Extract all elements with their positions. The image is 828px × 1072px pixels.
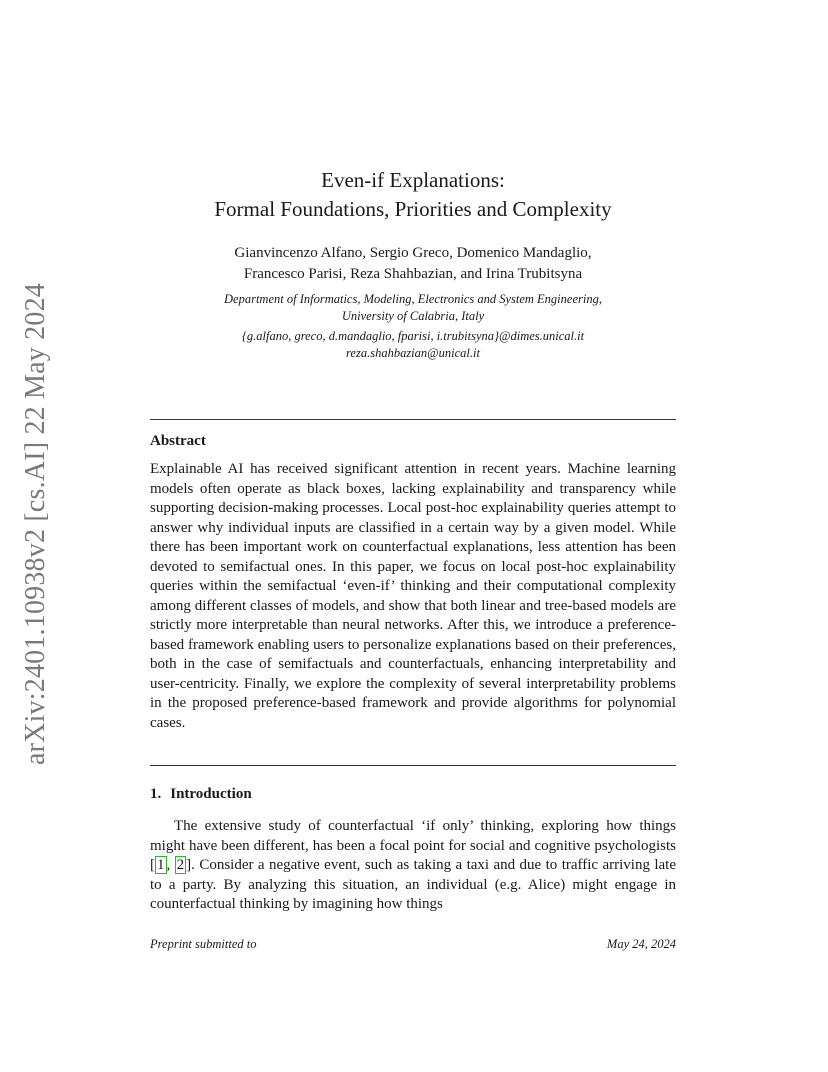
citation-separator: ,	[166, 857, 175, 873]
citation-link-2[interactable]: 2	[176, 857, 185, 873]
author-list	[150, 243, 676, 285]
authors-line-2: Francesco Parisi, Reza Shahbazian, and Irina Trubitsyna	[243, 266, 583, 282]
paper-title	[150, 166, 676, 224]
abstract-bottom-rule	[150, 765, 676, 766]
affiliation-line-1: Department of Informatics, Modeling, Electronics and System Engineering,	[224, 292, 602, 306]
emails-line-1: {g.alfano, greco, d.mandaglio, fparisi, i.trubitsyna}@dimes.unical.it	[241, 329, 585, 343]
footer-preprint-note: Preprint submitted to	[150, 937, 257, 951]
intro-text-start: The extensive study of counterfactual ‘if only’ thinking, exploring how things might have been different, has been a focal point for social and cognitive psychologists [	[150, 818, 676, 873]
citation-link-1[interactable]: 1	[157, 857, 165, 873]
section-title: Introduction	[170, 786, 252, 802]
title-line-2: Formal Foundations, Priorities and Complexity	[214, 197, 612, 221]
affiliation	[150, 291, 676, 325]
abstract-heading: Abstract	[150, 433, 206, 449]
section-heading-introduction	[150, 786, 252, 803]
footer-date: May 24, 2024	[606, 937, 676, 951]
abstract-body: Explainable AI has received significant attention in recent years. Machine learning models often operate as black boxes, lacking explainability and transparency while supporting decision-making processes. Local post-hoc explainability queries attempt to answer why individual inputs are classified in a certain way by a given model. While there has been important work on counterfactual explanations, less attention has been devoted to semifactual ones. In this paper, we focus on local post-hoc explainability queries within the semifactual ‘even-if’ thinking and their computational complexity among different classes of models, and show that both linear and tree-based models are strictly more interpretable than neural networks. After this, we introduce a preference-based framework enabling users to personalize explanations based on their preferences, both in the case of semifactuals and counterfactuals, enhancing interpretability and user-centricity. Finally, we explore the complexity of several interpretability problems in the proposed preference-based framework and provide algorithms for polynomial cases.	[150, 461, 676, 731]
authors-line-1: Gianvincenzo Alfano, Sergio Greco, Domenico Mandaglio,	[234, 245, 592, 261]
emails-line-2: reza.shahbazian@unical.it	[346, 346, 480, 360]
title-line-1: Even-if Explanations:	[321, 168, 505, 192]
author-emails	[150, 328, 676, 362]
section-number: 1.	[150, 786, 162, 802]
introduction-paragraph	[150, 817, 676, 915]
intro-text-end: ]. Consider a negative event, such as taking a taxi and due to traffic arriving late to a party. By analyzing this situation, an individual (e.g. Alice) might engage in counterfactual thinking by imagining how things	[150, 857, 677, 912]
arxiv-identifier-stamp: arXiv:2401.10938v2 [cs.AI] 22 May 2024	[20, 283, 51, 765]
affiliation-line-2: University of Calabria, Italy	[341, 309, 485, 323]
abstract-top-rule	[150, 419, 676, 420]
